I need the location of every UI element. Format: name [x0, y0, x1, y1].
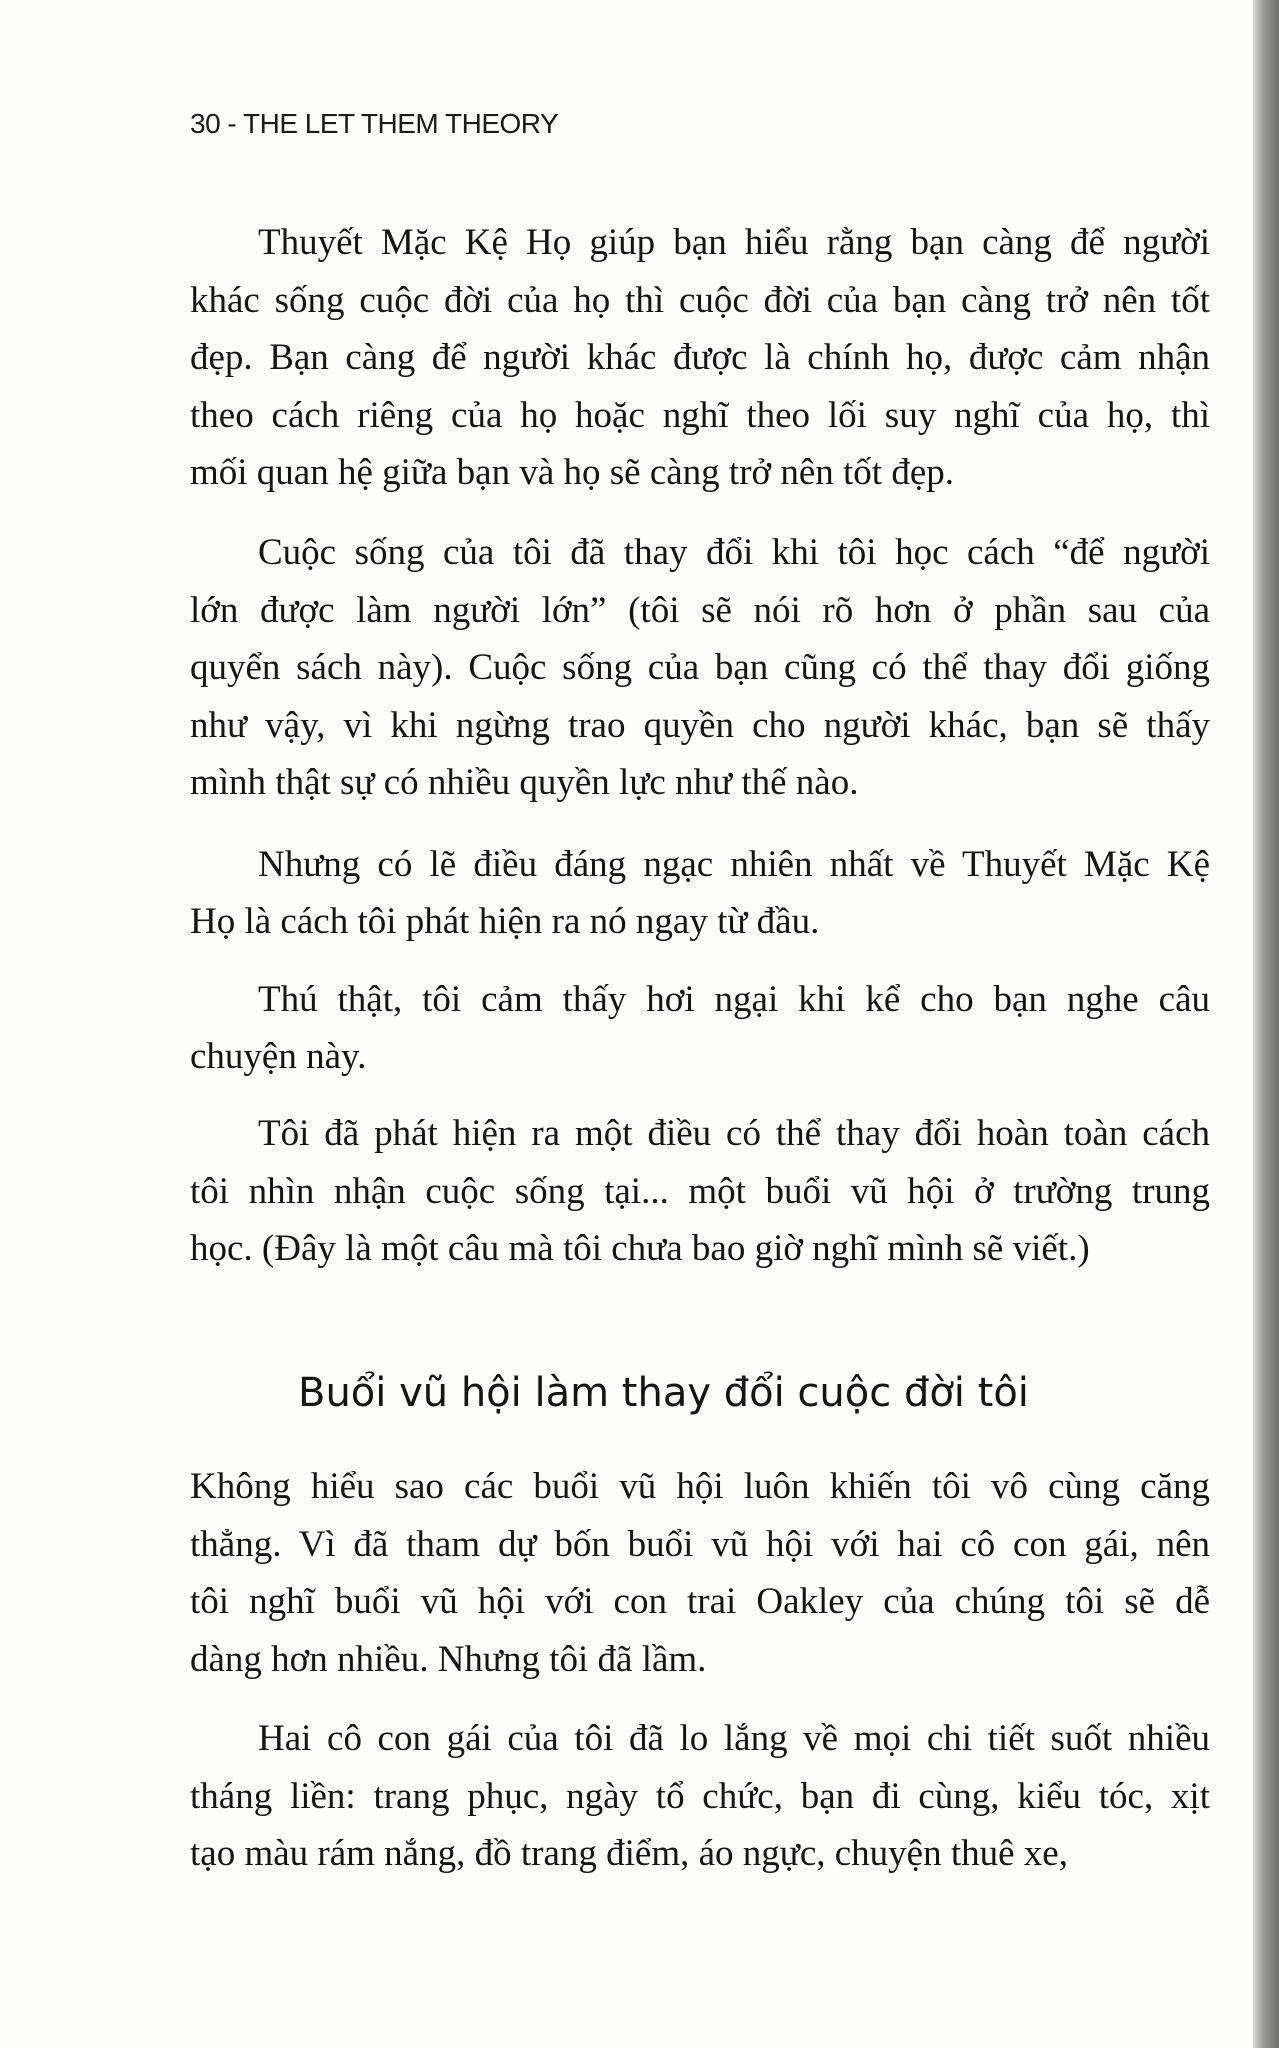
text-line: tháng liền: trang phục, ngày tổ chức, bạn đi cùng, kiểu tóc, xịt [190, 1776, 1210, 1817]
text-line: Tôi đã phát hiện ra một điều có thể thay đổi hoàn toàn cách [258, 1113, 1210, 1154]
text-line: như vậy, vì khi ngừng trao quyền cho người khác, bạn sẽ thấy [190, 705, 1210, 746]
text-line: tôi nghĩ buổi vũ hội với con trai Oakley của chúng tôi sẽ dễ [190, 1581, 1210, 1622]
text-line: tạo màu rám nắng, đồ trang điểm, áo ngực, chuyện thuê xe, [190, 1833, 1068, 1874]
text-line: theo cách riêng của họ hoặc nghĩ theo lối suy nghĩ của họ, thì [190, 395, 1210, 436]
text-line: Hai cô con gái của tôi đã lo lắng về mọi chi tiết suốt nhiều [258, 1718, 1210, 1759]
text-line: Không hiểu sao các buổi vũ hội luôn khiến tôi vô cùng căng [190, 1466, 1210, 1507]
text-line: khác sống cuộc đời của họ thì cuộc đời của bạn càng trở nên tốt [190, 280, 1210, 321]
text-line: Thuyết Mặc Kệ Họ giúp bạn hiểu rằng bạn càng để người [258, 222, 1210, 263]
book-page-edge [1253, 0, 1279, 2048]
text-line: chuyện này. [190, 1036, 367, 1077]
running-header: 30 - THE LET THEM THEORY [190, 108, 559, 139]
text-line: tôi nhìn nhận cuộc sống tại... một buổi vũ hội ở trường trung [190, 1171, 1210, 1212]
text-line: học. (Đây là một câu mà tôi chưa bao giờ nghĩ mình sẽ viết.) [190, 1228, 1090, 1269]
text-line: thẳng. Vì đã tham dự bốn buổi vũ hội với hai cô con gái, nên [190, 1524, 1210, 1565]
text-line: quyển sách này). Cuộc sống của bạn cũng có thể thay đổi giống [190, 647, 1210, 688]
text-line: Thú thật, tôi cảm thấy hơi ngại khi kể cho bạn nghe câu [258, 979, 1210, 1020]
text-line: mình thật sự có nhiều quyền lực như thế nào. [190, 762, 859, 803]
text-line: Họ là cách tôi phát hiện ra nó ngay từ đầu. [190, 901, 820, 942]
section-heading: Buổi vũ hội làm thay đổi cuộc đời tôi [298, 1370, 1029, 1416]
text-line: đẹp. Bạn càng để người khác được là chính họ, được cảm nhận [190, 337, 1210, 378]
text-line: Nhưng có lẽ điều đáng ngạc nhiên nhất về Thuyết Mặc Kệ [258, 844, 1210, 885]
text-line: Cuộc sống của tôi đã thay đổi khi tôi học cách “để người [258, 532, 1210, 573]
text-line: lớn được làm người lớn” (tôi sẽ nói rõ hơn ở phần sau của [190, 590, 1210, 631]
text-line: mối quan hệ giữa bạn và họ sẽ càng trở nên tốt đẹp. [190, 452, 954, 493]
text-line: dàng hơn nhiều. Nhưng tôi đã lầm. [190, 1639, 707, 1680]
